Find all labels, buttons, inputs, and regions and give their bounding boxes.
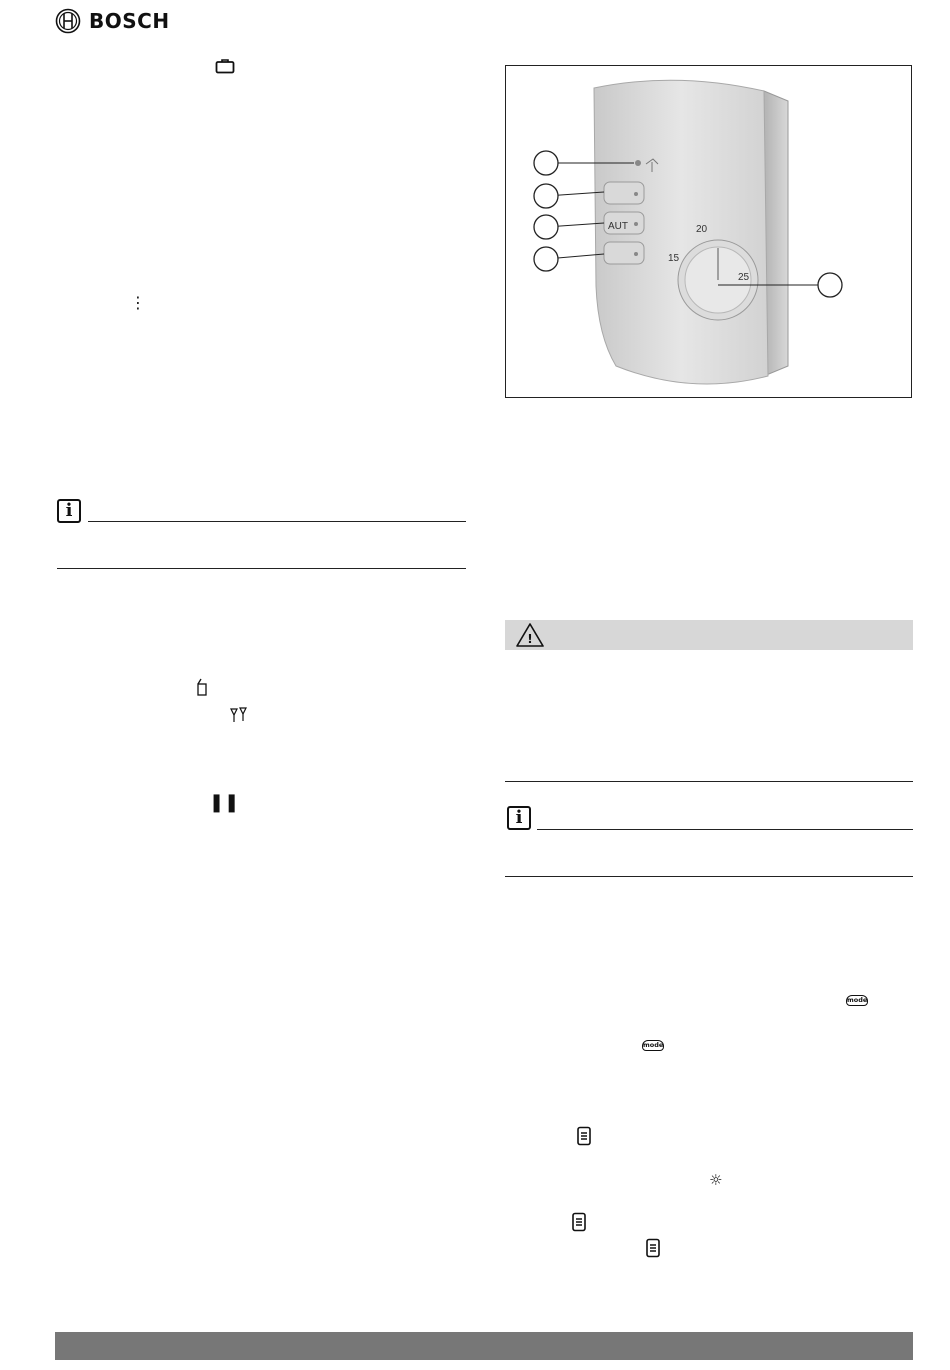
info-icon: i <box>507 806 531 830</box>
info-divider-bottom <box>57 568 466 569</box>
thermostat-illustration <box>506 66 911 397</box>
warning-header <box>505 620 913 650</box>
scale-label-min: 15 <box>668 253 680 264</box>
bosch-logo-icon <box>55 8 81 34</box>
tank-icon <box>571 1212 587 1232</box>
callout-circle <box>534 184 558 208</box>
callout-circle <box>534 151 558 175</box>
mode-key-icon: mode <box>847 996 868 1004</box>
pause-icon: ❚❚ <box>209 792 240 813</box>
tank-icon <box>576 1126 592 1146</box>
footer-bar <box>55 1332 913 1360</box>
tank-icon <box>645 1238 661 1258</box>
callout-circle <box>818 273 842 297</box>
sun-icon: ☼ <box>709 1171 723 1189</box>
scale-label-mid: 20 <box>696 224 708 235</box>
vertical-dots-icon: ⋮ <box>130 293 146 312</box>
section-divider <box>505 781 913 782</box>
callout-circle <box>534 215 558 239</box>
brand-header <box>55 8 170 34</box>
warning-triangle-icon <box>515 622 545 648</box>
info-divider-top <box>537 829 913 830</box>
info-divider-top <box>88 521 466 522</box>
open-window-icon <box>195 678 209 698</box>
info-divider-bottom <box>505 876 913 877</box>
thermostat-figure <box>505 65 912 398</box>
callout-circle <box>534 247 558 271</box>
briefcase-icon <box>215 58 235 74</box>
brand-name: BOSCH <box>89 9 170 33</box>
info-icon: i <box>57 499 81 523</box>
glasses-icon <box>229 706 249 726</box>
scale-label-max: 25 <box>738 272 750 283</box>
mode-key-icon: mode <box>643 1041 664 1049</box>
warning-mark: ! <box>527 632 533 646</box>
auto-button-label: AUT <box>608 221 628 232</box>
